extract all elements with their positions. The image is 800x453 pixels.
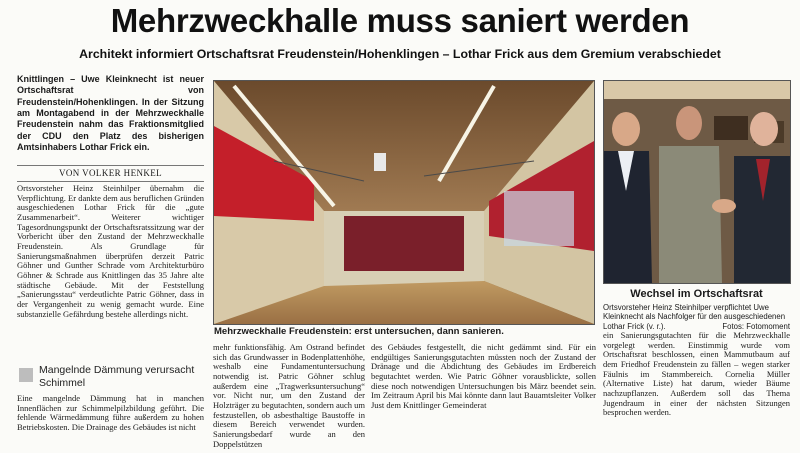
subhead-marker: [19, 368, 33, 382]
article-column-4: ein Sanierungsgutachten für die Mehrzweckhalle vorgelegt werden. Einstimmig wurde vom Ortschaftsrat beschlossen, einen Mammutbaum auf dem Friedhof Freudenstein zu fällen – wegen starker Fäulnis im Stammbereich. Cornelia Müller (Alternative Liste) hat darum, wieder Bäume nachzupflanzen. Außerdem soll das Thema Jugendraum in einer der nächsten Sitzungen besprochen werden.: [603, 330, 790, 418]
article-column-1: Ortsvorsteher Heinz Steinhilper übernahm die Verpflichtung. Er dankte dem aus beruflichen Gründen ausgeschiedenen Lothar Frick für die „gute Zusammenarbeit“. Weiterer wichtiger Tagesordnungspunkt der Ortschaftsratssitzung war der Vorbericht über den Zustand der Mehrzweckhalle Freudenstein. Als Grundlage für Sanierungsmaßnahmen überprüfen derzeit Patric Göhner und Gunther Schrade vom Architekturbüro Göhner & Schrade aus Knittlingen das 35 Jahre alte städtische Gebäude. Mit der Feststellung „Sanierungsstau“ verdeutlichte Patric Göhner, dass in der Vergangenheit zu wenig gemacht wurde. Eine substanzielle Gefährdung bestehe allerdings nicht.: [17, 183, 204, 319]
council-photo: [603, 80, 791, 284]
article-column-3: des Gebäudes festgestellt, die nicht gedämmt sind. Für ein endgültiges Sanierungsgutachten müssten noch der Zustand der Dränage und die Abdichtung des Gebäudes im Erdbereich begutachtet werden. Wie Patric Göhner vorausblickte, sollen diese noch notwendigen Untersuchungen bis März beendet sein. Im Zeitraum April bis Mai könnte dann laut Bauamtsleiter Volker Just dem Knittlinger Gemeinderat: [371, 342, 596, 410]
section-subhead: [17, 364, 204, 390]
council-photo-image: [604, 81, 790, 283]
article-column-2: mehr funktionsfähig. Am Ostrand befindet sich das Grundwasser in Bodenplattenhöhe, weshalb eine Fundamentuntersuchung notwendig ist. Patric Göhner schlug außerdem eine „Tragwerksuntersuchung“ vor. Nicht nur, um den Zustand der Holzträger zu begutachten, sondern auch um festzustellen, ob asbesthaltige Baustoffe in diesem Bereich verwendet wurden. Sanierungsbedarf wurde an den Doppelstützen: [213, 342, 365, 449]
author-byline: VON VOLKER HENKEL: [17, 165, 204, 182]
subheadline: Architekt informiert Ortschaftsrat Freudenstein/Hohenklingen – Lothar Frick aus dem Gremium verabschiedet: [79, 47, 721, 61]
subhead-text: Mangelnde Dämmung verursacht Schimmel: [39, 364, 195, 389]
headline: Mehrzweckhalle muss saniert werden: [110, 2, 690, 39]
council-photo-title: Wechsel im Ortschaftsrat: [630, 288, 763, 300]
caption-text: Ortsvorsteher Heinz Steinhilper verpflichtet Uwe Kleinknecht als Nachfolger für den ausgeschiedenen Lothar Frick (v. r.).: [603, 303, 786, 331]
hall-photo-image: [214, 81, 594, 324]
hall-photo: [213, 80, 595, 325]
council-photo-caption: [603, 303, 790, 331]
article-column-1-continued: Eine mangelnde Dämmung hat in manchen Innenflächen zur Schimmelpilzbildung geführt. Die fehlende Wärmedämmung führe außerdem zu hohen Betriebskosten. Die Drainage des Gebäudes ist nicht: [17, 393, 204, 432]
hall-photo-caption: Mehrzweckhalle Freudenstein: erst untersuchen, dann sanieren.: [214, 326, 504, 337]
photo-credit: Fotos: Fotomoment: [722, 321, 790, 331]
lead-paragraph: Knittlingen – Uwe Kleinknecht ist neuer Ortschaftsrat von Freudenstein/Hohenklingen. In der Sitzung am Montagabend in der Mehrzweckhalle Freudenstein nahm das Fraktionsmitglied der CDU den Platz des bisherigen Amtsinhabers Lothar Frick ein.: [17, 74, 204, 153]
